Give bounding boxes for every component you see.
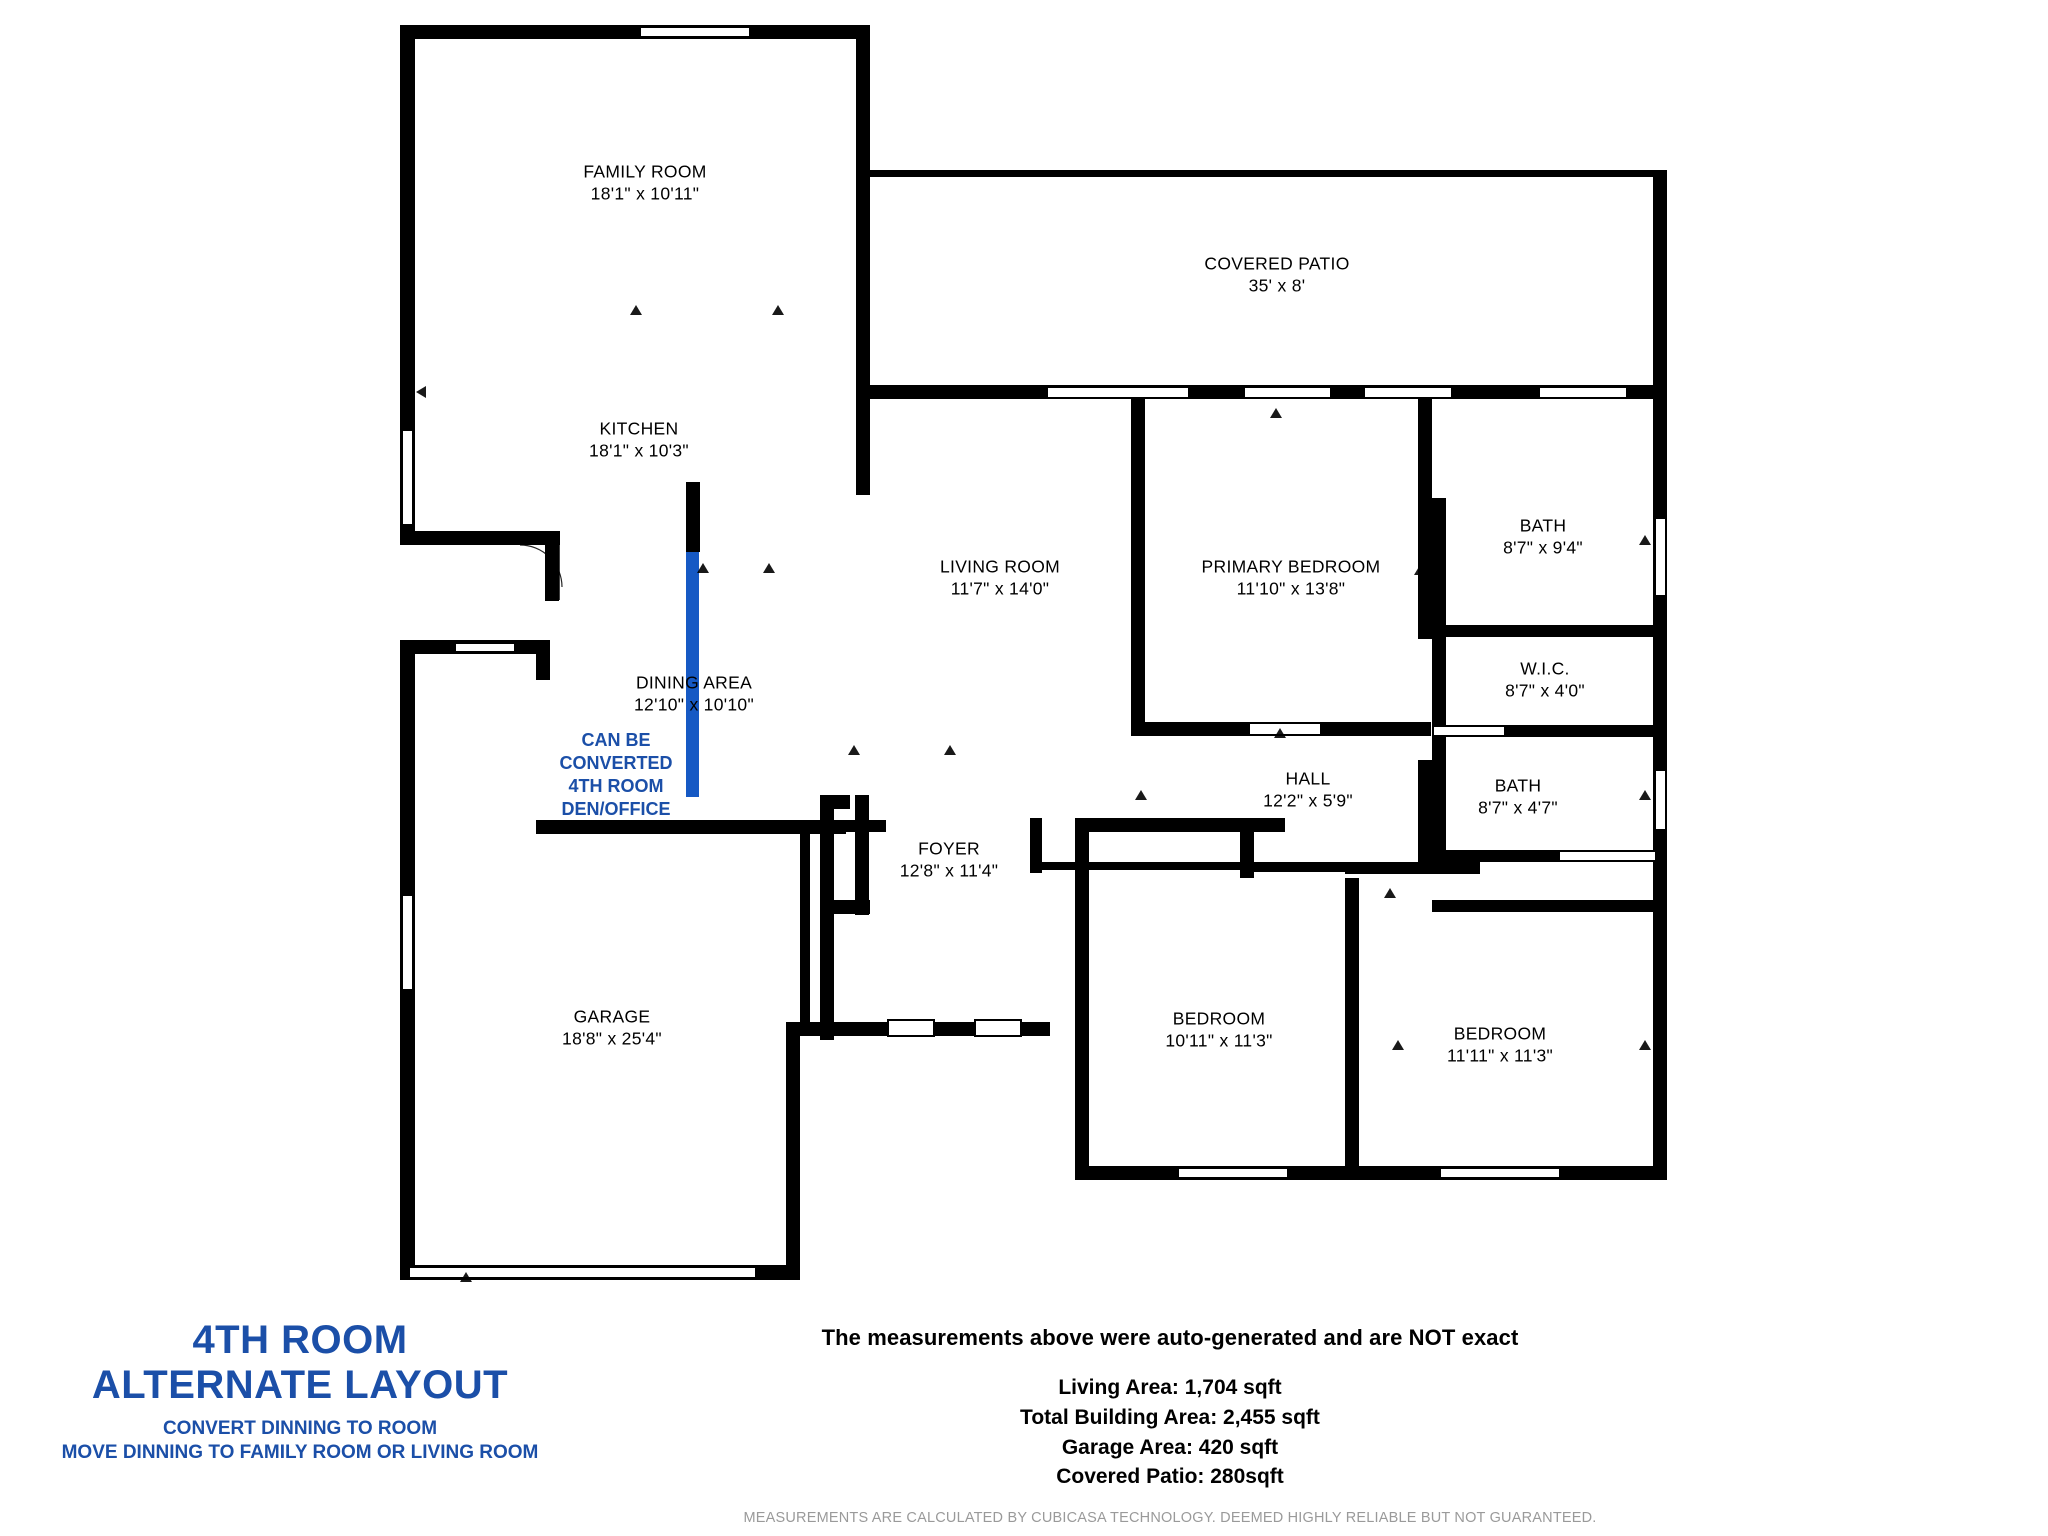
room-label-bath-primary: BATH 8'7" x 9'4" (1503, 515, 1583, 558)
alternate-layout-callout (40, 1318, 560, 1466)
conversion-annotation-line-1: CAN BE (581, 729, 651, 750)
callout-sub-line-2: MOVE DINNING TO FAMILY ROOM OR LIVING ROOM (61, 1442, 539, 1464)
callout-sub-line-1: CONVERT DINNING TO ROOM (162, 1417, 438, 1439)
room-label-wic: W.I.C. 8'7" x 4'0" (1505, 658, 1585, 701)
room-label-hall: HALL 12'2" x 5'9" (1263, 768, 1353, 811)
stat-covered-patio: Covered Patio: 280sqft (1056, 1465, 1284, 1489)
room-label-dining-area: DINING AREA 12'10" x 10'10" (634, 672, 754, 715)
room-label-bedroom-2: BEDROOM 10'11" x 11'3" (1165, 1008, 1273, 1051)
room-label-foyer: FOYER 12'8" x 11'4" (899, 838, 999, 881)
conversion-annotation-line-3: 4TH ROOM (568, 776, 664, 796)
conversion-annotation-line-4: DEN/OFFICE (561, 799, 671, 820)
measurement-summary (600, 1325, 1740, 1526)
room-label-primary-bedroom: PRIMARY BEDROOM 11'10" x 13'8" (1201, 556, 1381, 599)
stat-garage-area: Garage Area: 420 sqft (1061, 1435, 1279, 1459)
stat-total-building-area: Total Building Area: 2,455 sqft (1020, 1405, 1320, 1429)
room-label-kitchen: KITCHEN 18'1" x 10'3" (589, 418, 689, 461)
measurement-disclaimer: The measurements above were auto-generated and are NOT exact (821, 1325, 1519, 1350)
room-label-living-room: LIVING ROOM 11'7" x 14'0" (940, 556, 1060, 599)
stat-living-area: Living Area: 1,704 sqft (1058, 1376, 1282, 1399)
conversion-annotation-line-2: CONVERTED (559, 752, 673, 773)
room-label-covered-patio: COVERED PATIO 35' x 8' (1204, 253, 1350, 296)
area-stats (600, 1373, 1740, 1492)
conversion-annotation (559, 729, 672, 821)
room-label-garage: GARAGE 18'8" x 25'4" (562, 1006, 662, 1049)
room-label-family-room: FAMILY ROOM 18'1" x 10'11" (583, 161, 707, 204)
room-label-bedroom-3: BEDROOM 11'11" x 11'3" (1446, 1023, 1554, 1066)
technology-credit: MEASUREMENTS ARE CALCULATED BY CUBICASA TECHNOLOGY. DEEMED HIGHLY RELIABLE BUT NOT GUARANTEED. (743, 1510, 1597, 1527)
callout-title-line-2: ALTERNATE LAYOUT (91, 1362, 509, 1407)
walls-group (400, 25, 1667, 1280)
callout-title-line-1: 4TH ROOM (192, 1318, 408, 1362)
room-label-bath-hall: BATH 8'7" x 4'7" (1478, 775, 1558, 818)
